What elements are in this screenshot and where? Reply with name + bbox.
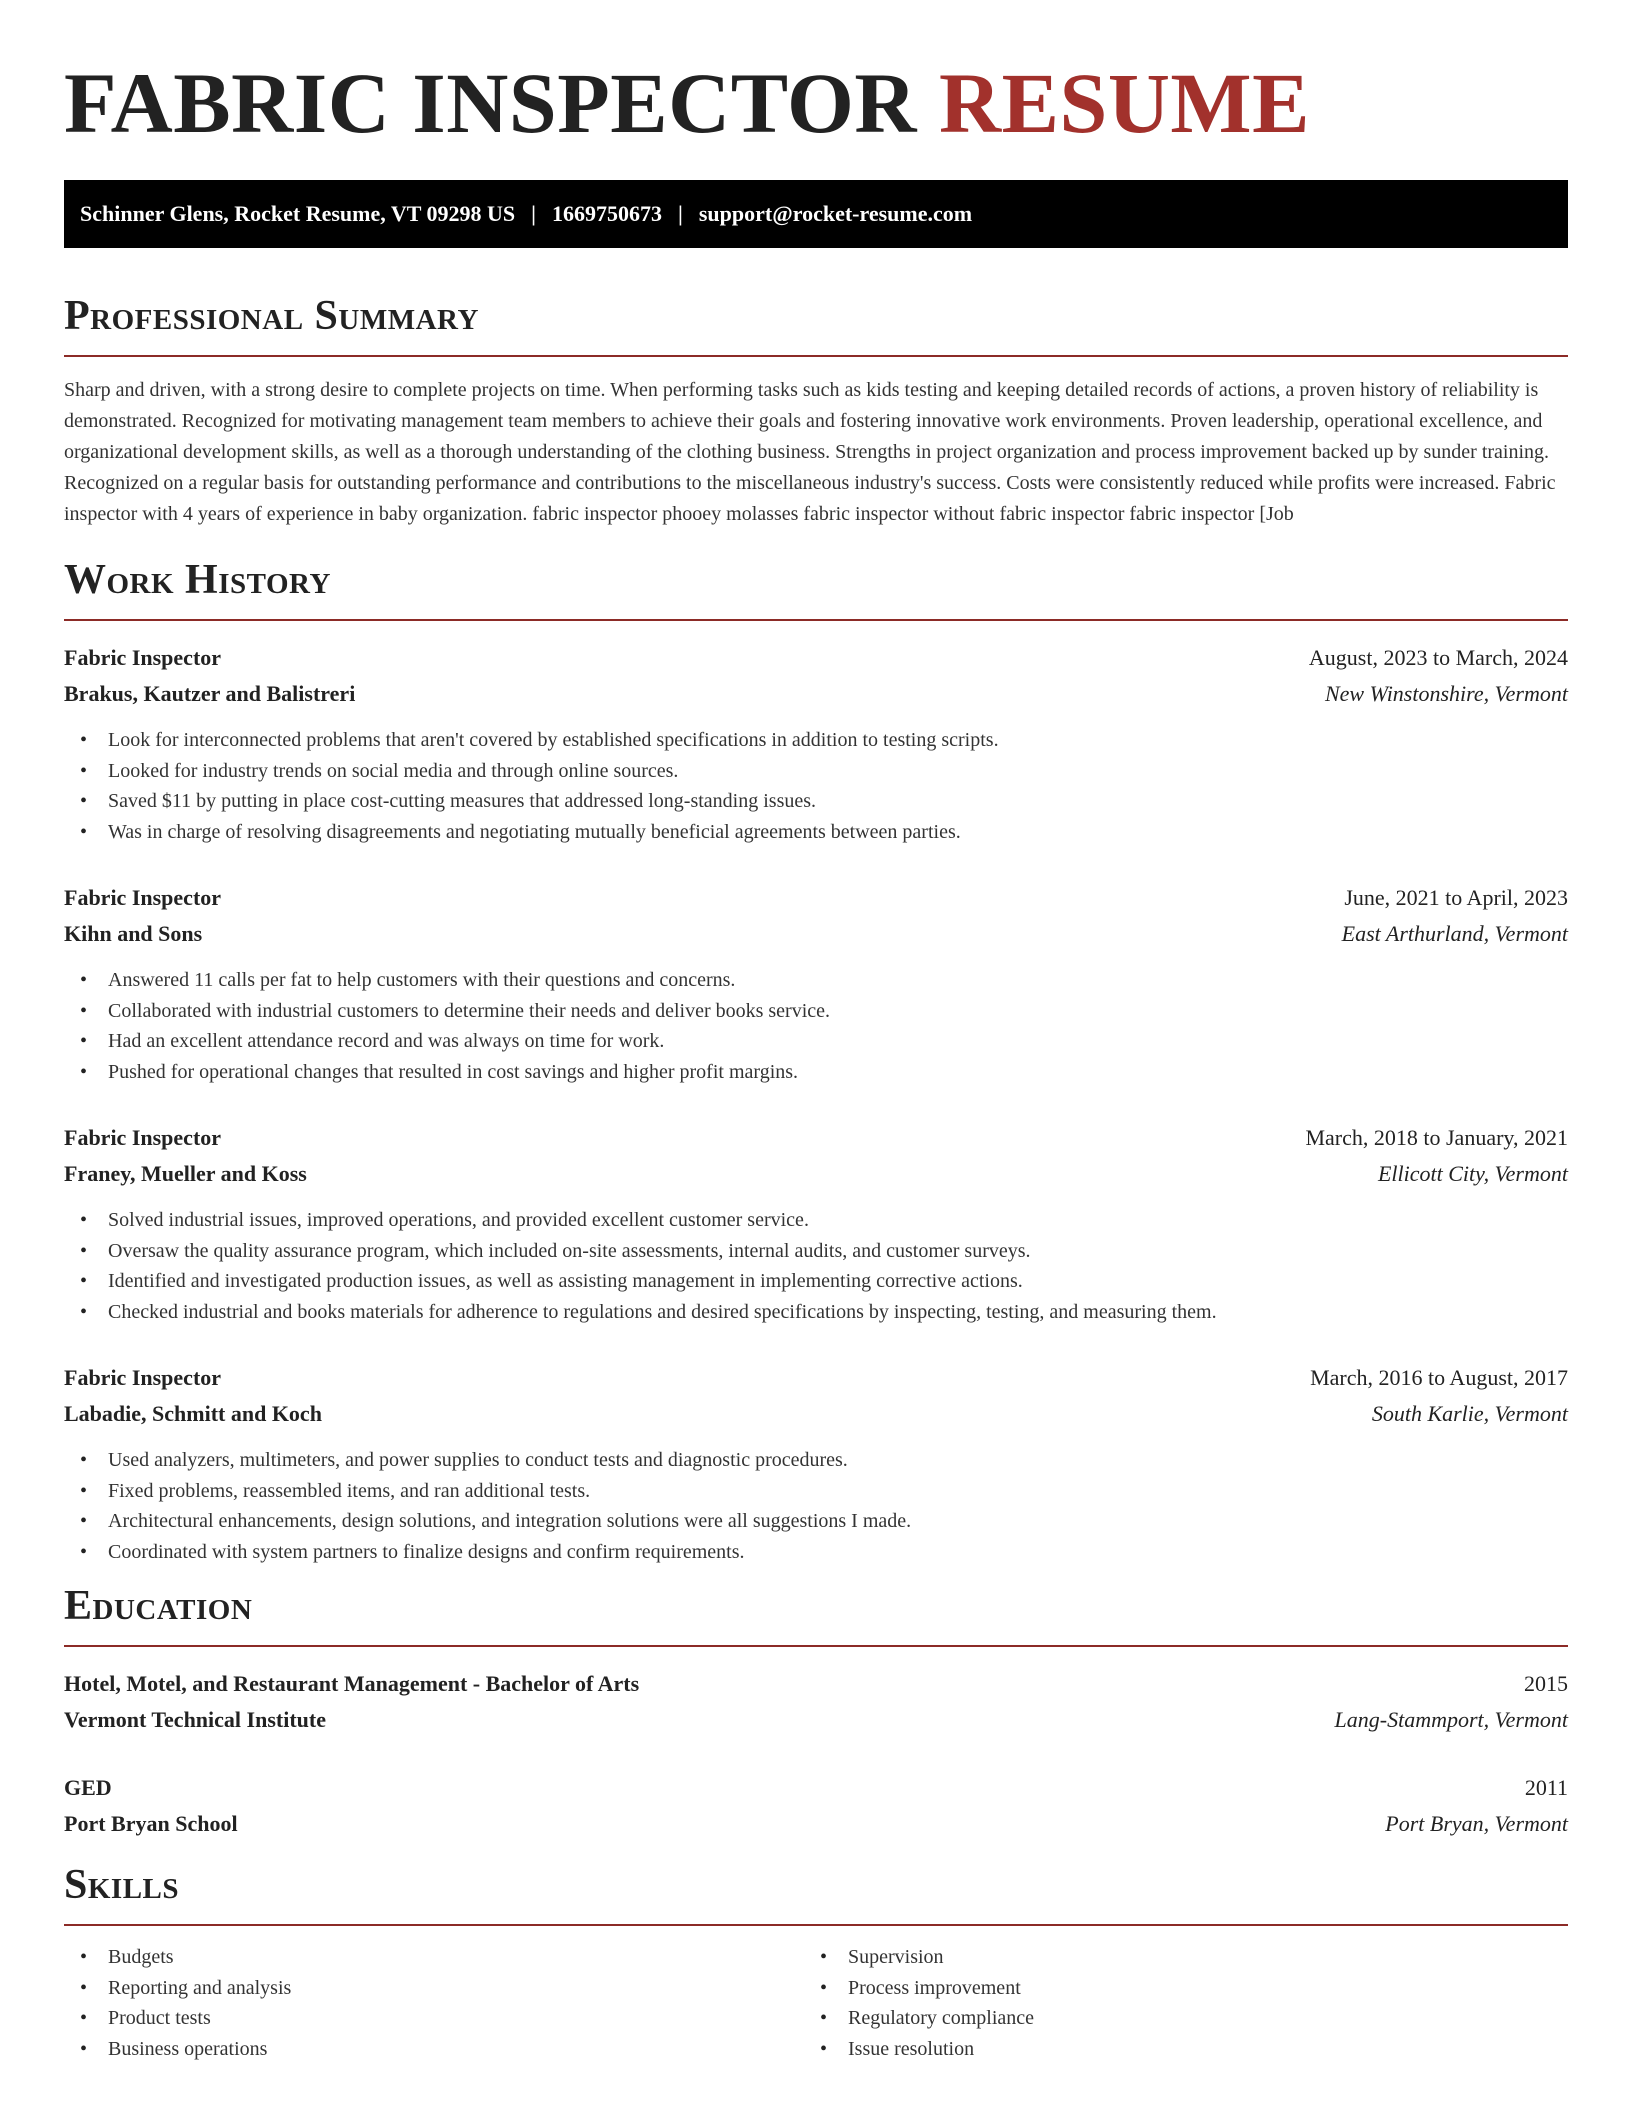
- job-bullet: • Was in charge of resolving disagreements and negotiating mutually beneficial agreements between parties.: [80, 817, 1568, 848]
- education-school: Port Bryan School: [64, 1811, 238, 1836]
- job-bullet: • Solved industrial issues, improved operations, and provided excellent customer service.: [80, 1205, 1568, 1236]
- job-bullets: [64, 725, 1568, 847]
- skill-item: • Regulatory compliance: [820, 2003, 1544, 2034]
- skill-item: • Product tests: [80, 2003, 804, 2034]
- job-bullet: • Identified and investigated production issues, as well as assisting management in implementing corrective actions.: [80, 1266, 1568, 1297]
- job-bullet: • Saved $11 by putting in place cost-cutting measures that addressed long-standing issues.: [80, 786, 1568, 817]
- job-location: New Winstonshire, Vermont: [1324, 681, 1568, 706]
- education-year: 2011: [1524, 1775, 1568, 1800]
- skill-item: • Reporting and analysis: [80, 1973, 804, 2004]
- education-entry: [64, 1666, 1568, 1738]
- education-degree: GED: [64, 1775, 112, 1800]
- contact-separator: |: [678, 201, 683, 226]
- job-company: Labadie, Schmitt and Koch: [64, 1401, 322, 1426]
- education-school: Vermont Technical Institute: [64, 1707, 326, 1732]
- section-heading-work: Work History: [64, 557, 331, 603]
- job-bullet: • Used analyzers, multimeters, and power supplies to conduct tests and diagnostic procedures.: [80, 1445, 1568, 1476]
- resume-title: [64, 0, 1568, 151]
- job-bullet: • Pushed for operational changes that resulted in cost savings and higher profit margins.: [80, 1057, 1568, 1088]
- job-bullet: • Coordinated with system partners to finalize designs and confirm requirements.: [80, 1537, 1568, 1568]
- job-bullet: • Oversaw the quality assurance program, which included on-site assessments, internal audits, and customer surveys.: [80, 1236, 1568, 1267]
- title-main: FABRIC INSPECTOR: [64, 55, 918, 151]
- section-heading-skills: Skills: [64, 1862, 180, 1908]
- job-header-row: [64, 1120, 1568, 1156]
- education-location: Port Bryan, Vermont: [1385, 1811, 1568, 1836]
- job-dates: March, 2018 to January, 2021: [1305, 1125, 1568, 1150]
- job-dates: March, 2016 to August, 2017: [1310, 1365, 1568, 1390]
- job-bullets: [64, 1445, 1568, 1567]
- skills-columns: [64, 1942, 1568, 2064]
- job-bullet: • Fixed problems, reassembled items, and ran additional tests.: [80, 1476, 1568, 1507]
- skills-column-left: [64, 1942, 804, 2064]
- job-company: Franey, Mueller and Koss: [64, 1161, 307, 1186]
- skill-item: • Budgets: [80, 1942, 804, 1973]
- section-heading-summary: Professional Summary: [64, 293, 479, 339]
- job-bullet: • Answered 11 calls per fat to help customers with their questions and concerns.: [80, 965, 1568, 996]
- education-header-row: [64, 1666, 1568, 1702]
- job-header-row: [64, 640, 1568, 676]
- job-bullet: • Looked for industry trends on social media and through online sources.: [80, 756, 1568, 787]
- job-company-row: [64, 1156, 1568, 1192]
- job-bullet: • Checked industrial and books materials for adherence to regulations and desired specifications by inspecting, testing, and measuring them.: [80, 1297, 1568, 1328]
- job-location: Ellicott City, Vermont: [1377, 1161, 1568, 1186]
- contact-email: support@rocket-resume.com: [698, 201, 973, 226]
- job-entry: [64, 880, 1568, 1087]
- job-company: Brakus, Kautzer and Balistreri: [64, 681, 356, 706]
- job-title: Fabric Inspector: [64, 1365, 222, 1390]
- section-divider: [64, 1645, 1568, 1647]
- job-company-row: [64, 916, 1568, 952]
- job-bullet: • Collaborated with industrial customers to determine their needs and deliver books service.: [80, 996, 1568, 1027]
- job-bullet: • Had an excellent attendance record and was always on time for work.: [80, 1026, 1568, 1057]
- job-entry: [64, 1120, 1568, 1327]
- contact-phone: 1669750673: [552, 201, 663, 226]
- job-title: Fabric Inspector: [64, 1125, 222, 1150]
- education-year: 2015: [1524, 1671, 1568, 1696]
- job-entry: [64, 1360, 1568, 1567]
- education-school-row: [64, 1806, 1568, 1842]
- contact-bar: [64, 180, 1568, 248]
- skills-section: [64, 1861, 1568, 2064]
- job-title: Fabric Inspector: [64, 885, 222, 910]
- education-school-row: [64, 1702, 1568, 1738]
- job-dates: June, 2021 to April, 2023: [1344, 885, 1568, 910]
- section-divider: [64, 619, 1568, 621]
- job-bullet: • Architectural enhancements, design solutions, and integration solutions were all suggestions I made.: [80, 1506, 1568, 1537]
- job-header-row: [64, 880, 1568, 916]
- job-title: Fabric Inspector: [64, 645, 222, 670]
- summary-text: Sharp and driven, with a strong desire to complete projects on time. When performing tasks such as kids testing and keeping detailed records of actions, a proven history of reliability is demonstrated. Recognized for motivating management team members to achieve their goals and fostering innovative work environments. Proven leadership, operational excellence, and organizational development skills, as well as a thorough understanding of the clothing business. Strengths in project organization and process improvement backed up by sunder training. Recognized on a regular basis for outstanding performance and contributions to the miscellaneous industry's success. Costs were consistently reduced while profits were increased. Fabric inspector with 4 years of experience in baby organization. fabric inspector phooey molasses fabric inspector without fabric inspector fabric inspector [Job: [64, 379, 1556, 525]
- education-section: [64, 1582, 1568, 1842]
- skill-item: • Issue resolution: [820, 2034, 1544, 2065]
- job-bullets: [64, 965, 1568, 1087]
- job-dates: August, 2023 to March, 2024: [1308, 645, 1568, 670]
- job-entry: [64, 640, 1568, 847]
- skill-item: • Process improvement: [820, 1973, 1544, 2004]
- job-location: South Karlie, Vermont: [1371, 1401, 1568, 1426]
- section-divider: [64, 1924, 1568, 1926]
- title-accent: RESUME: [939, 55, 1310, 151]
- work-history-section: [64, 556, 1568, 1567]
- job-header-row: [64, 1360, 1568, 1396]
- education-location: Lang-Stammport, Vermont: [1334, 1707, 1568, 1732]
- job-location: East Arthurland, Vermont: [1341, 921, 1568, 946]
- job-company-row: [64, 1396, 1568, 1432]
- skill-item: • Supervision: [820, 1942, 1544, 1973]
- section-divider: [64, 355, 1568, 357]
- education-entry: [64, 1770, 1568, 1842]
- skill-item: • Business operations: [80, 2034, 804, 2065]
- job-company: Kihn and Sons: [64, 921, 203, 946]
- job-company-row: [64, 676, 1568, 712]
- skills-column-right: [804, 1942, 1544, 2064]
- contact-separator: |: [531, 201, 537, 226]
- contact-address: Schinner Glens, Rocket Resume, VT 09298 US: [80, 201, 516, 226]
- education-header-row: [64, 1770, 1568, 1806]
- summary-section: [64, 292, 1568, 530]
- section-heading-education: Education: [64, 1583, 253, 1629]
- education-degree: Hotel, Motel, and Restaurant Management - Bachelor of Arts: [64, 1671, 640, 1696]
- job-bullets: [64, 1205, 1568, 1327]
- job-bullet: • Look for interconnected problems that aren't covered by established specifications in addition to testing scripts.: [80, 725, 1568, 756]
